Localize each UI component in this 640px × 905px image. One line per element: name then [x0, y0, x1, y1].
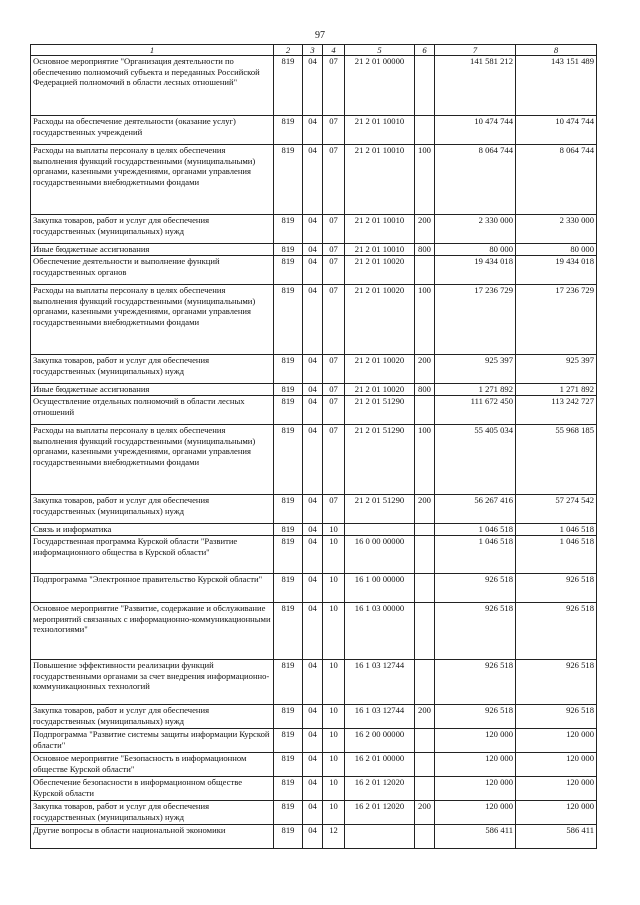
row-ministry-code: 819: [274, 753, 303, 777]
row-target-code: 21 2 01 51290: [345, 396, 415, 425]
header-row: [31, 45, 597, 56]
table-row: [31, 145, 597, 215]
row-subsection-code: 10: [323, 574, 345, 603]
row-subsection-code: 10: [323, 660, 345, 705]
row-expense-type: [415, 524, 435, 536]
row-subsection-code: 07: [323, 495, 345, 524]
row-target-code: 21 2 01 00000: [345, 56, 415, 116]
table-row: [31, 603, 597, 660]
row-amount-year2: 1 046 518: [516, 536, 597, 574]
row-amount-year1: 8 064 744: [435, 145, 516, 215]
row-section-code: 04: [303, 536, 323, 574]
table-row: [31, 825, 597, 849]
row-target-code: [345, 825, 415, 849]
row-target-code: [345, 524, 415, 536]
row-amount-year1: 1 046 518: [435, 524, 516, 536]
row-name: Повышение эффективности реализации функций государственными органами за счет внедрения информационно-коммуникационных технологий: [31, 660, 274, 705]
row-ministry-code: 819: [274, 536, 303, 574]
col-header: 3: [303, 45, 323, 56]
row-subsection-code: 07: [323, 285, 345, 355]
row-amount-year2: 1 271 892: [516, 384, 597, 396]
row-amount-year1: 120 000: [435, 729, 516, 753]
row-name: Иные бюджетные ассигнования: [31, 244, 274, 256]
row-amount-year1: 56 267 416: [435, 495, 516, 524]
row-ministry-code: 819: [274, 285, 303, 355]
row-amount-year1: 80 000: [435, 244, 516, 256]
row-expense-type: 100: [415, 425, 435, 495]
row-ministry-code: 819: [274, 56, 303, 116]
row-amount-year2: 8 064 744: [516, 145, 597, 215]
row-section-code: 04: [303, 244, 323, 256]
row-target-code: 21 2 01 10010: [345, 244, 415, 256]
row-section-code: 04: [303, 285, 323, 355]
table-row: [31, 116, 597, 145]
row-ministry-code: 819: [274, 603, 303, 660]
row-ministry-code: 819: [274, 729, 303, 753]
row-name: Расходы на обеспечение деятельности (оказание услуг) государственных учреждений: [31, 116, 274, 145]
row-amount-year2: 120 000: [516, 753, 597, 777]
row-expense-type: [415, 825, 435, 849]
row-target-code: 16 1 03 00000: [345, 603, 415, 660]
row-name: Основное мероприятие "Развитие, содержание и обслуживание мероприятий связанных с информационно-коммуникационными технологиями": [31, 603, 274, 660]
table-row: [31, 574, 597, 603]
row-ministry-code: 819: [274, 495, 303, 524]
row-amount-year2: 10 474 744: [516, 116, 597, 145]
row-amount-year2: 17 236 729: [516, 285, 597, 355]
row-name: Другие вопросы в области национальной экономики: [31, 825, 274, 849]
row-amount-year2: 57 274 542: [516, 495, 597, 524]
row-subsection-code: 07: [323, 145, 345, 215]
row-expense-type: 100: [415, 285, 435, 355]
table-row: [31, 425, 597, 495]
row-subsection-code: 10: [323, 801, 345, 825]
row-section-code: 04: [303, 603, 323, 660]
table-row: [31, 777, 597, 801]
table-row: [31, 660, 597, 705]
row-section-code: 04: [303, 777, 323, 801]
table-row: [31, 705, 597, 729]
row-ministry-code: 819: [274, 384, 303, 396]
row-section-code: 04: [303, 825, 323, 849]
row-expense-type: [415, 574, 435, 603]
row-amount-year2: 113 242 727: [516, 396, 597, 425]
row-amount-year2: 120 000: [516, 729, 597, 753]
row-expense-type: 800: [415, 244, 435, 256]
row-expense-type: [415, 753, 435, 777]
row-section-code: 04: [303, 145, 323, 215]
table-row: [31, 524, 597, 536]
row-ministry-code: 819: [274, 116, 303, 145]
row-amount-year2: 143 151 489: [516, 56, 597, 116]
row-amount-year1: 1 046 518: [435, 536, 516, 574]
row-expense-type: 200: [415, 801, 435, 825]
row-expense-type: [415, 56, 435, 116]
row-section-code: 04: [303, 116, 323, 145]
row-subsection-code: 10: [323, 729, 345, 753]
row-subsection-code: 07: [323, 384, 345, 396]
table-row: [31, 215, 597, 244]
table-row: [31, 384, 597, 396]
row-amount-year1: 926 518: [435, 574, 516, 603]
row-amount-year1: 120 000: [435, 777, 516, 801]
row-section-code: 04: [303, 425, 323, 495]
row-expense-type: 800: [415, 384, 435, 396]
row-subsection-code: 07: [323, 256, 345, 285]
row-section-code: 04: [303, 215, 323, 244]
row-target-code: 21 2 01 10020: [345, 355, 415, 384]
row-ministry-code: 819: [274, 801, 303, 825]
row-target-code: 16 2 00 00000: [345, 729, 415, 753]
row-target-code: 21 2 01 51290: [345, 495, 415, 524]
row-amount-year2: 926 518: [516, 660, 597, 705]
row-name: Связь и информатика: [31, 524, 274, 536]
row-expense-type: [415, 777, 435, 801]
row-target-code: 21 2 01 10010: [345, 145, 415, 215]
row-target-code: 16 2 01 12020: [345, 801, 415, 825]
row-amount-year1: 17 236 729: [435, 285, 516, 355]
row-subsection-code: 07: [323, 396, 345, 425]
row-amount-year1: 2 330 000: [435, 215, 516, 244]
row-ministry-code: 819: [274, 574, 303, 603]
row-ministry-code: 819: [274, 396, 303, 425]
row-ministry-code: 819: [274, 777, 303, 801]
row-expense-type: 200: [415, 495, 435, 524]
row-section-code: 04: [303, 495, 323, 524]
row-amount-year1: 925 397: [435, 355, 516, 384]
row-section-code: 04: [303, 256, 323, 285]
row-expense-type: 200: [415, 215, 435, 244]
row-expense-type: [415, 536, 435, 574]
row-section-code: 04: [303, 753, 323, 777]
row-subsection-code: 10: [323, 524, 345, 536]
row-expense-type: 200: [415, 355, 435, 384]
row-subsection-code: 10: [323, 705, 345, 729]
row-amount-year1: 1 271 892: [435, 384, 516, 396]
row-name: Расходы на выплаты персоналу в целях обеспечения выполнения функций государственными (муниципальными) органами, казенными учреждениями, органами управления государственными внебюджетными фондами: [31, 145, 274, 215]
row-target-code: 21 2 01 10010: [345, 116, 415, 145]
row-expense-type: [415, 729, 435, 753]
row-amount-year1: 55 405 034: [435, 425, 516, 495]
row-name: Расходы на выплаты персоналу в целях обеспечения выполнения функций государственными (муниципальными) органами, казенными учреждениями, органами управления государственными внебюджетными фондами: [31, 285, 274, 355]
row-expense-type: [415, 256, 435, 285]
row-amount-year2: 1 046 518: [516, 524, 597, 536]
row-amount-year2: 120 000: [516, 801, 597, 825]
table-row: [31, 285, 597, 355]
row-ministry-code: 819: [274, 660, 303, 705]
row-name: Подпрограмма "Электронное правительство Курской области": [31, 574, 274, 603]
row-section-code: 04: [303, 524, 323, 536]
row-section-code: 04: [303, 574, 323, 603]
row-name: Обеспечение безопасности в информационном обществе Курской области: [31, 777, 274, 801]
col-header: 7: [435, 45, 516, 56]
row-amount-year1: 120 000: [435, 801, 516, 825]
row-subsection-code: 10: [323, 777, 345, 801]
row-amount-year1: 10 474 744: [435, 116, 516, 145]
page-number: 97: [315, 30, 325, 41]
row-name: Основное мероприятие "Организация деятельности по обеспечению полномочий субъекта и переданных Российской Федерацией полномочий в области лесных отношений": [31, 56, 274, 116]
row-amount-year2: 926 518: [516, 574, 597, 603]
row-target-code: 21 2 01 10020: [345, 384, 415, 396]
row-amount-year2: 925 397: [516, 355, 597, 384]
row-expense-type: [415, 396, 435, 425]
row-ministry-code: 819: [274, 825, 303, 849]
row-section-code: 04: [303, 729, 323, 753]
row-name: Основное мероприятие "Безопасность в информационном обществе Курской области": [31, 753, 274, 777]
row-section-code: 04: [303, 384, 323, 396]
budget-table: [30, 44, 597, 849]
row-amount-year2: 586 411: [516, 825, 597, 849]
col-header: 6: [415, 45, 435, 56]
table-row: [31, 729, 597, 753]
row-ministry-code: 819: [274, 425, 303, 495]
row-amount-year1: 926 518: [435, 705, 516, 729]
table-row: [31, 495, 597, 524]
row-amount-year1: 141 581 212: [435, 56, 516, 116]
row-target-code: 16 1 03 12744: [345, 705, 415, 729]
row-target-code: 16 0 00 00000: [345, 536, 415, 574]
row-name: Закупка товаров, работ и услуг для обеспечения государственных (муниципальных) нужд: [31, 355, 274, 384]
col-header: 2: [274, 45, 303, 56]
row-amount-year2: 19 434 018: [516, 256, 597, 285]
col-header: 1: [31, 45, 274, 56]
row-amount-year2: 120 000: [516, 777, 597, 801]
row-name: Иные бюджетные ассигнования: [31, 384, 274, 396]
table-row: [31, 244, 597, 256]
row-amount-year2: 2 330 000: [516, 215, 597, 244]
row-subsection-code: 07: [323, 215, 345, 244]
table-row: [31, 56, 597, 116]
table-row: [31, 355, 597, 384]
row-expense-type: [415, 660, 435, 705]
row-amount-year1: 19 434 018: [435, 256, 516, 285]
row-amount-year1: 926 518: [435, 660, 516, 705]
row-subsection-code: 07: [323, 425, 345, 495]
row-subsection-code: 10: [323, 536, 345, 574]
row-subsection-code: 07: [323, 116, 345, 145]
table-row: [31, 536, 597, 574]
row-ministry-code: 819: [274, 145, 303, 215]
row-name: Обеспечение деятельности и выполнение функций государственных органов: [31, 256, 274, 285]
row-ministry-code: 819: [274, 524, 303, 536]
row-expense-type: 100: [415, 145, 435, 215]
row-target-code: 16 2 01 00000: [345, 753, 415, 777]
row-amount-year1: 111 672 450: [435, 396, 516, 425]
row-target-code: 21 2 01 10010: [345, 215, 415, 244]
row-subsection-code: 07: [323, 355, 345, 384]
row-subsection-code: 10: [323, 753, 345, 777]
row-section-code: 04: [303, 705, 323, 729]
row-name: Закупка товаров, работ и услуг для обеспечения государственных (муниципальных) нужд: [31, 495, 274, 524]
table-row: [31, 753, 597, 777]
row-name: Осуществление отдельных полномочий в области лесных отношений: [31, 396, 274, 425]
row-subsection-code: 07: [323, 244, 345, 256]
row-amount-year2: 55 968 185: [516, 425, 597, 495]
row-section-code: 04: [303, 355, 323, 384]
row-target-code: 21 2 01 51290: [345, 425, 415, 495]
row-ministry-code: 819: [274, 705, 303, 729]
row-ministry-code: 819: [274, 256, 303, 285]
row-name: Государственная программа Курской области "Развитие информационного общества в Курской области": [31, 536, 274, 574]
table-row: [31, 396, 597, 425]
row-expense-type: [415, 603, 435, 660]
row-target-code: 16 1 03 12744: [345, 660, 415, 705]
row-section-code: 04: [303, 396, 323, 425]
table-row: [31, 256, 597, 285]
row-ministry-code: 819: [274, 355, 303, 384]
row-target-code: 21 2 01 10020: [345, 285, 415, 355]
row-ministry-code: 819: [274, 215, 303, 244]
row-target-code: 21 2 01 10020: [345, 256, 415, 285]
row-subsection-code: 10: [323, 603, 345, 660]
row-section-code: 04: [303, 660, 323, 705]
row-section-code: 04: [303, 56, 323, 116]
row-amount-year2: 926 518: [516, 705, 597, 729]
row-amount-year2: 926 518: [516, 603, 597, 660]
row-target-code: 16 1 00 00000: [345, 574, 415, 603]
row-name: Закупка товаров, работ и услуг для обеспечения государственных (муниципальных) нужд: [31, 215, 274, 244]
row-amount-year1: 586 411: [435, 825, 516, 849]
row-subsection-code: 07: [323, 56, 345, 116]
col-header: 4: [323, 45, 345, 56]
row-ministry-code: 819: [274, 244, 303, 256]
col-header: 5: [345, 45, 415, 56]
row-expense-type: [415, 116, 435, 145]
row-expense-type: 200: [415, 705, 435, 729]
row-section-code: 04: [303, 801, 323, 825]
row-name: Закупка товаров, работ и услуг для обеспечения государственных (муниципальных) нужд: [31, 705, 274, 729]
row-subsection-code: 12: [323, 825, 345, 849]
table-row: [31, 801, 597, 825]
row-name: Закупка товаров, работ и услуг для обеспечения государственных (муниципальных) нужд: [31, 801, 274, 825]
row-amount-year1: 926 518: [435, 603, 516, 660]
row-target-code: 16 2 01 12020: [345, 777, 415, 801]
row-amount-year1: 120 000: [435, 753, 516, 777]
row-name: Подпрограмма "Развитие системы защиты информации Курской области": [31, 729, 274, 753]
row-name: Расходы на выплаты персоналу в целях обеспечения выполнения функций государственными (муниципальными) органами, казенными учреждениями, органами управления государственными внебюджетными фондами: [31, 425, 274, 495]
row-amount-year2: 80 000: [516, 244, 597, 256]
col-header: 8: [516, 45, 597, 56]
